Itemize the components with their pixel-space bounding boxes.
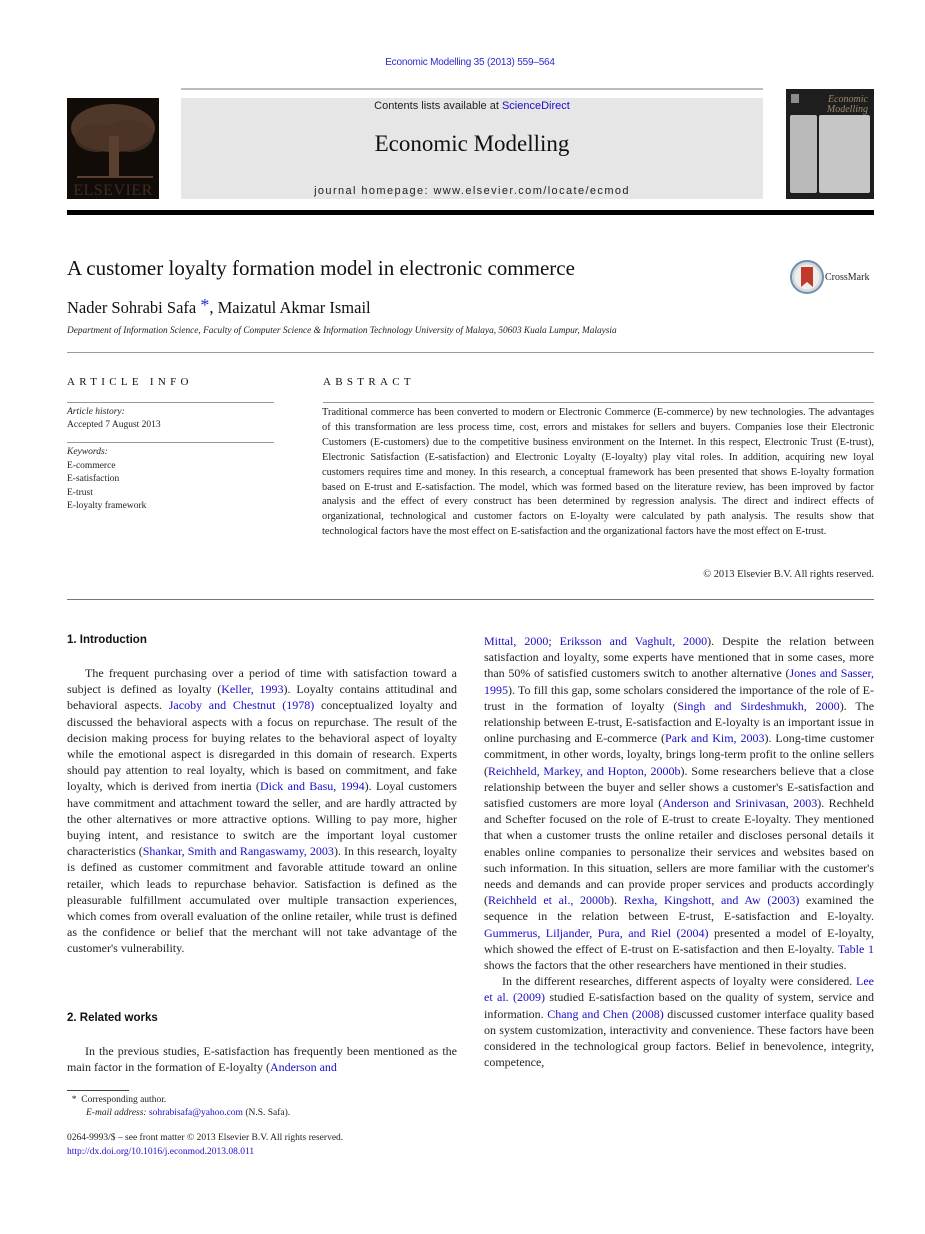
citation-link[interactable]: Jones and Sasser, 1995 [484,666,874,697]
body-text-run: In the different researches, different aspects of loyalty were considered. [502,974,857,989]
keywords-rule [67,442,274,443]
elsevier-logo [67,98,159,199]
author-2[interactable]: Maizatul Akmar Ismail [217,298,371,317]
body-text-run: ). To fill this gap, some scholars considered the importance of the role of E-trust in the formation of loyalty ( [484,682,874,713]
issn-line: 0264-9993/$ – see front matter © 2013 Elsevier B.V. All rights reserved. [67,1133,344,1143]
citation-link[interactable]: Gummerus, Liljander, Pura, and Riel (2004) [484,925,709,940]
abstract-heading: ABSTRACT [323,376,415,388]
journal-cover-image [786,89,874,199]
journal-citation-link[interactable]: Economic Modelling 35 (2013) 559–564 [385,57,555,68]
body-text-run: studied E-satisfaction based on the quality of system, service and information. [484,990,874,1021]
citation-link[interactable]: Dick and Basu, 1994 [259,779,365,794]
corresponding-author-marker[interactable]: * [200,295,210,315]
body-text-run: examined the sequence in the relation between E-trust, E-satisfaction and E-loyalty. [484,893,874,924]
citation-link[interactable]: Mittal, 2000; Eriksson and Vaghult, 2000 [484,634,708,648]
article-title: A customer loyalty formation model in electronic commerce [67,256,575,280]
cover-right-panel [819,115,870,193]
body-text-run: ). Loyalty contains attitudinal and behavioral aspects. [67,682,457,713]
contents-prefix: Contents lists available at [374,100,502,112]
keyword: E-loyalty framework [67,501,147,512]
keywords-label: Keywords: [67,447,108,457]
body-text-run: In the previous studies, E-satisfaction has frequently been mentioned as the main factor in the formation of E-loyalty ( [67,1044,457,1075]
body-text-run: ). Long-time customer commitment, in other words, loyalty, brings long-term profit to the online sellers ( [484,731,874,778]
body-text-run: The frequent purchasing over a period of time with satisfaction toward a subject is defined as loyalty ( [67,666,457,697]
footnote [67,1094,290,1121]
keyword: E-trust [67,487,93,498]
keyword: E-commerce [67,461,116,471]
citation-link[interactable]: Reichheld, Markey, and Hopton, 2000b [488,763,681,778]
cover-title: Economic Modelling [826,94,868,115]
citation-link[interactable]: Shankar, Smith and Rangaswamy, 2003 [142,844,334,859]
article-history-value: Accepted 7 August 2013 [67,420,161,430]
body-text-run: ). Loyal customers have commitment and attachment toward the seller, and are hardly attracted by the other alternatives or more attractive options. Willing to pay more, higher buying intent, and resistance to switch are the important loyal customer characteristics ( [67,779,457,859]
keywords-list [67,460,146,514]
crossmark-icon [790,260,824,294]
citation-link[interactable]: Rexha, Kingshott, and Aw (2003) [623,893,800,908]
section-heading-introduction: 1. Introduction [67,634,147,646]
contents-line [181,100,763,112]
article-history-label: Article history: [67,407,125,417]
citation-link[interactable]: Anderson and Srinivasan, 2003 [662,796,818,811]
body-text-run: ). [610,893,624,908]
crossmark-label: CrossMark [825,272,870,283]
citation-link[interactable]: Singh and Sirdeshmukh, 2000 [677,698,840,713]
article-info-heading: ARTICLE INFO [67,376,193,388]
footnote-rule [67,1090,129,1091]
article-info-rule [67,402,274,403]
svg-text:ELSEVIER: ELSEVIER [73,182,153,199]
keyword: E-satisfaction [67,474,120,485]
citation-link[interactable]: Jacoby and Chestnut (1978) [168,698,315,713]
related-works-paragraph-2 [484,973,874,1070]
body-text-run: discussed customer interface quality based on system customization, interactivity and convenience. These factors have been considered in the technological group factors. Belief in benevolence, integrity, competence, [484,1006,874,1070]
header-rule [181,88,763,90]
section-heading-related-works: 2. Related works [67,1012,158,1024]
citation-link[interactable]: Anderson and [269,1060,337,1075]
footnote-marker: * [71,1095,77,1105]
corresponding-author-note [67,1094,290,1107]
citation-link[interactable]: Chang and Chen (2008) [547,1006,664,1021]
citation-link[interactable]: Table 1 [837,941,874,956]
body-text-run: ). Some researchers believe that a close relationship between the buyer and seller shows a customer's E-satisfaction and satisfied customers are more loyal ( [484,763,874,811]
body-text-run: conceptualized loyalty and discussed the behavioral aspects with a focus on repurchase. The result of the decision making process for buying relates to the behavioral aspect of loyalty while the emotional aspect is disregarded in this domain of research. Experts should pay attention to real loyalty, which is based on commitment, and fake loyalty, which is derived from inertia ( [67,698,458,794]
introduction-paragraph [67,665,457,957]
citation-link[interactable]: Lee et al. (2009) [484,974,874,1005]
affiliation: Department of Information Science, Faculty of Computer Science & Information Technology University of Malaya, 50603 Kuala Lumpur, Malaysia [67,326,617,336]
title-separator [67,352,874,353]
sciencedirect-link[interactable]: ScienceDirect [501,100,570,112]
citation-link[interactable]: Keller, 1993 [221,682,284,697]
header-thick-rule [67,210,874,215]
cover-logo-icon [791,94,799,103]
email-note [67,1107,290,1120]
corresponding-author-label: Corresponding author. [81,1095,167,1105]
body-text-run: ). Rechheld and Schefter focused on the role of E-trust to create E-loyalty. They mentioned that when a customer trusts the online retailer and discloses personal details it enables online companies to personalize their services and websites based on such information. In this situation, sellers are more familiar with the customer's needs and demands and can provide proper services and products accordingly ( [484,796,874,908]
related-works-continued-paragraph [484,633,874,973]
body-text-run: presented a model of E-loyalty, which showed the effect of E-trust on E-satisfaction and then E-loyalty. [484,925,874,956]
cover-left-panel [790,115,817,193]
author-1[interactable]: Nader Sohrabi Safa [67,298,197,317]
body-text-run: shows the factors that the other researchers have mentioned in their studies. [484,958,847,973]
column-2-text [484,633,874,1070]
related-works-paragraph [67,1043,457,1075]
body-text-run: ). The relationship between E-trust, E-satisfaction and E-loyalty is an important issue in online purchasing and E-commerce ( [484,698,875,746]
body-text-run: ). In this research, loyalty is defined as customer commitment and favorable attitude toward an online retailer, which leads to repurchase behavior. Satisfaction is defined as the pleasurable fulfillment accumulated over multiple transaction experiences, which comes from overall evaluation of the online retailer, while trust is defined as the confidence or belief that the merchant will not take advantage of the customer's vulnerability. [67,844,458,956]
abstract-rule [323,402,874,403]
email-suffix: (N.S. Safa). [245,1108,291,1119]
crossmark-button[interactable] [790,260,880,296]
journal-homepage-link[interactable]: journal homepage: www.elsevier.com/locate/ecmod [314,185,630,197]
journal-name: Economic Modelling [374,131,570,156]
abstract-copyright: © 2013 Elsevier B.V. All rights reserved. [703,569,874,580]
body-text-run: ). Despite the relation between satisfaction and loyalty, some experts have mentioned that in some cases, more than 50% of satisfied customers switch to another alternative ( [484,634,874,681]
citation-link[interactable]: Park and Kim, 2003 [665,731,765,746]
doi-link[interactable]: http://dx.doi.org/10.1016/j.econmod.2013.08.011 [67,1147,255,1157]
citation-link[interactable]: Reichheld et al., 2000b [488,893,611,908]
elsevier-tree-icon [67,98,159,199]
email-label: E-mail address: [86,1108,147,1119]
abstract-text: Traditional commerce has been converted to modern or Electronic Commerce (E-commerce) by new technologies. The advantages of this transformation are less process time, cost, errors and mistakes for sellers and buyers. Companies lose their Electronic Customers (E-customers) due to the competitive business environment on the Internet. In this respect, Electronic Trust (E-trust), Electronic Satisfaction (E-satisfaction) and Electronic Loyalty (E-loyalty) play vital roles. In addition, acquiring new loyal customers requires time and money. In this research, a conceptual framework has been presented that shows E-loyalty formation based on E-trust and E-satisfaction. The model, which was formed based on the literature review, has been improved by factor analysis and the effect of every construct has been determined by regression analysis. The direct and indirect effects of organizational, technological and customer factors on E-loyalty were calculated by path analysis. The results show that technological factors have the most effect on E-satisfaction and the organizational factors have the most effect on E-trust. [322,407,874,538]
email-link[interactable]: sohrabisafa@yahoo.com [148,1108,243,1119]
abstract-separator [67,599,874,600]
author-list: Nader Sohrabi Safa *, Maizatul Akmar Ismail [67,295,371,317]
